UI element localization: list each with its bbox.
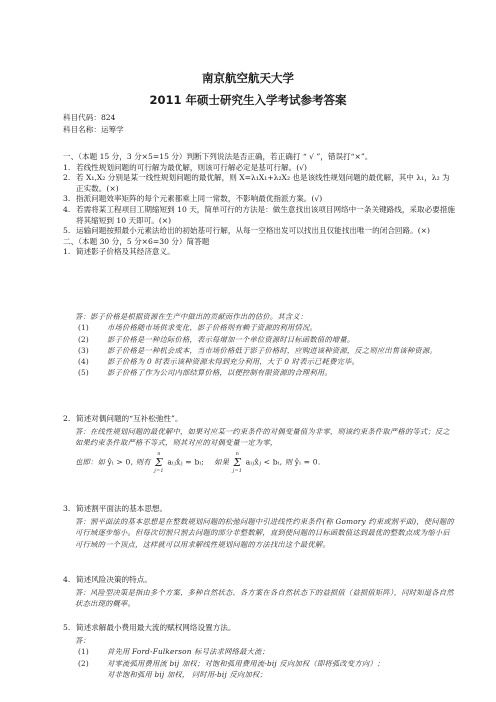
part1-item xyxy=(63,226,455,237)
formula-body1: aᵢⱼx̂ⱼ = bᵢ; xyxy=(167,457,204,467)
sub-number: (2) xyxy=(78,334,89,344)
question-4 xyxy=(63,575,455,586)
question-5 xyxy=(63,623,455,634)
formula-body2: aᵢⱼx̂ⱼ < bᵢ, xyxy=(245,457,283,467)
answer-text: 答：在线性规划问题的最优解中，如果对应某一约束条件的对偶变量值为非零，则该约束条件取严格的等式；反之如果约束条件取严格不等式，则其对应的对偶变量一定为零， xyxy=(75,427,450,448)
sub-number: (5) xyxy=(78,368,89,378)
question-number: 1. xyxy=(63,247,71,257)
sub-text: 影子价格了作为公司内部结算价格，以便控制有限资源的合理利用。 xyxy=(107,368,332,378)
exam-title: 2011 年硕士研究生入学考试参考答案 xyxy=(149,93,347,107)
university-title: 南京航空航天大学 xyxy=(202,71,294,85)
question-text: 简述求解最小费用最大流的赋权网络设置方法。 xyxy=(76,623,236,632)
sum-symbol: n Σ j=1 xyxy=(232,450,243,474)
subject-code: 科目代码：824 xyxy=(63,113,116,122)
question-number: 4. xyxy=(63,575,71,584)
item-text: 若 X₁,X₂ 分别是某一线性规划问题的最优解，则 X=λ₁X₁+λ₂X₂ 也是该线性规划问题的最优解，其中 λ₁，λ₂ 为正实数。(×) xyxy=(76,173,450,193)
question-1 xyxy=(63,247,455,258)
formula-if2: 如果 xyxy=(214,457,230,467)
answer-subitem xyxy=(75,322,457,333)
formula-then1: 则有 xyxy=(135,457,151,467)
question-2 xyxy=(63,414,455,425)
answer-2 xyxy=(75,426,457,474)
item-number: 4. xyxy=(63,204,71,214)
question-3 xyxy=(63,504,455,515)
formula-res2: ŷᵢ = 0. xyxy=(294,457,321,467)
question-3-row xyxy=(63,504,455,515)
part1-item xyxy=(63,163,455,174)
subject-name: 科目名称：运筹学 xyxy=(63,125,124,134)
sub-text: 对非饱和弧用 bij 加权， 同时用-bij 反向加权； xyxy=(107,669,267,679)
item-number: 3. xyxy=(63,194,71,204)
sum-upper: n xyxy=(157,450,161,457)
sub-text: 对零流弧用费用流 bij 加权；对饱和弧用费用流-bij 反向加权（即将弧改变方向）； xyxy=(107,658,385,668)
sum-lower: j=1 xyxy=(154,467,164,474)
formula-prefix: 也即：如 xyxy=(75,457,105,467)
answer-intro: 答：影子价格是根据资源在生产中做出的贡献而作出的估价。其含义： xyxy=(75,312,308,321)
item-number: 2. xyxy=(63,173,71,183)
question-text: 简述割平面法的基本思想。 xyxy=(76,504,168,513)
sub-text: 影子价格是一种机会成本，当市场价格低于影子价格时，应购进该种资源，反之则应出售该种资源。 xyxy=(107,345,437,355)
question-text: 简述对偶问题的“互补松弛性”。 xyxy=(76,414,183,423)
formula-then2: 则 xyxy=(284,457,293,467)
item-number: 5. xyxy=(63,226,71,236)
question-text: 简述风险决策的特点。 xyxy=(76,575,152,584)
answer-subitem xyxy=(75,658,457,669)
question-text: 简述影子价格及其经济意义。 xyxy=(76,247,175,257)
sub-number: (1) xyxy=(78,647,89,657)
sub-text: 影子价格是一种边际价格，表示每增加一个单位资源时目标函数值的增量。 xyxy=(107,334,355,344)
answer-subitem xyxy=(75,334,457,345)
part1-item xyxy=(63,194,455,205)
item-number: 1. xyxy=(63,162,71,172)
formula-cond1: ŷᵢ > 0, xyxy=(107,457,134,467)
answer-1 xyxy=(75,311,457,379)
sub-number: (1) xyxy=(78,323,89,333)
part1-section xyxy=(63,152,455,258)
question-number: 3. xyxy=(63,504,71,513)
question-2-row xyxy=(63,414,455,425)
answer-subitem xyxy=(75,367,457,378)
sub-text: 市场价格随市场供求变化，影子价格则有赖于资源的利用情况。 xyxy=(107,323,317,333)
item-text: 指派问题效率矩阵的每个元素都乘上同一常数，不影响最优指派方案。(√) xyxy=(76,194,323,204)
complementary-slackness-formula xyxy=(75,451,457,474)
answer-3: 答：割平面法的基本思想是在整数规划问题的松弛问题中引进线性约束条件(称 Gomory 约束或割平面)，使问题的可行域逐步缩小。但每次切割只割去问题的部分非整数解，直到使问题的目标函数值达到最优的整数点成为缩小后可行域的一个顶点，这样就可以用求解线性规划问题的方法找出这个最优解。 xyxy=(75,517,454,549)
item-text: 若线性规划问题的可行解为最优解，则该可行解必定是基可行解。(√) xyxy=(76,162,307,172)
question-4-row xyxy=(63,575,455,586)
item-text: 若需将某工程项目工期缩短到 10 天，简单可行的方法是：做生意找出该项目网络中一条关键路线，采取必要措施将其缩短到 10 天即可。(×) xyxy=(76,204,455,225)
question-number: 2. xyxy=(63,414,71,423)
item-text: 运输问题按照最小元素法给出的初始基可行解，从每一空格出发可以找出且仅能找出唯一的闭合回路。(×) xyxy=(76,226,431,236)
answer-subitem xyxy=(75,356,457,367)
part1-heading: 一、（本题 15 分，3 分×5=15 分）判断下列说法是否正确，若正确打 “ √ ”，错误打“×”。 xyxy=(63,152,373,161)
sum-lower: j=1 xyxy=(232,467,243,474)
sub-number: (3) xyxy=(78,345,89,355)
part1-item xyxy=(63,205,455,226)
sub-number: (2) xyxy=(78,658,89,668)
sum-upper: n xyxy=(235,450,240,457)
sub-number: (4) xyxy=(78,357,89,367)
question-number: 5. xyxy=(63,623,71,632)
answer-subitem xyxy=(75,669,457,680)
sum-symbol: n Σ j=1 xyxy=(154,450,164,474)
answer-intro: 答： xyxy=(75,636,90,645)
question-5-row xyxy=(63,623,455,634)
sub-text: 首先用 Ford-Fulkerson 标号法求网络最大流； xyxy=(107,647,270,657)
answer-5 xyxy=(75,635,457,680)
sub-text: 影子价格为 0 时表示该种资源未得到充分利用，大于 0 时表示已耗费完毕。 xyxy=(107,357,360,367)
part2-heading: 二、（本题 30 分，5 分×6=30 分）简答题 xyxy=(63,236,210,246)
answer-subitem xyxy=(75,345,457,356)
answer-4: 答：风险型决策是指由多个方案、多种自然状态、各方案在各自然状态下的益损值（益损值矩阵），同时知道各自然状态出现的概率。 xyxy=(75,588,454,609)
answer-subitem xyxy=(75,646,457,657)
part1-item xyxy=(63,173,455,194)
